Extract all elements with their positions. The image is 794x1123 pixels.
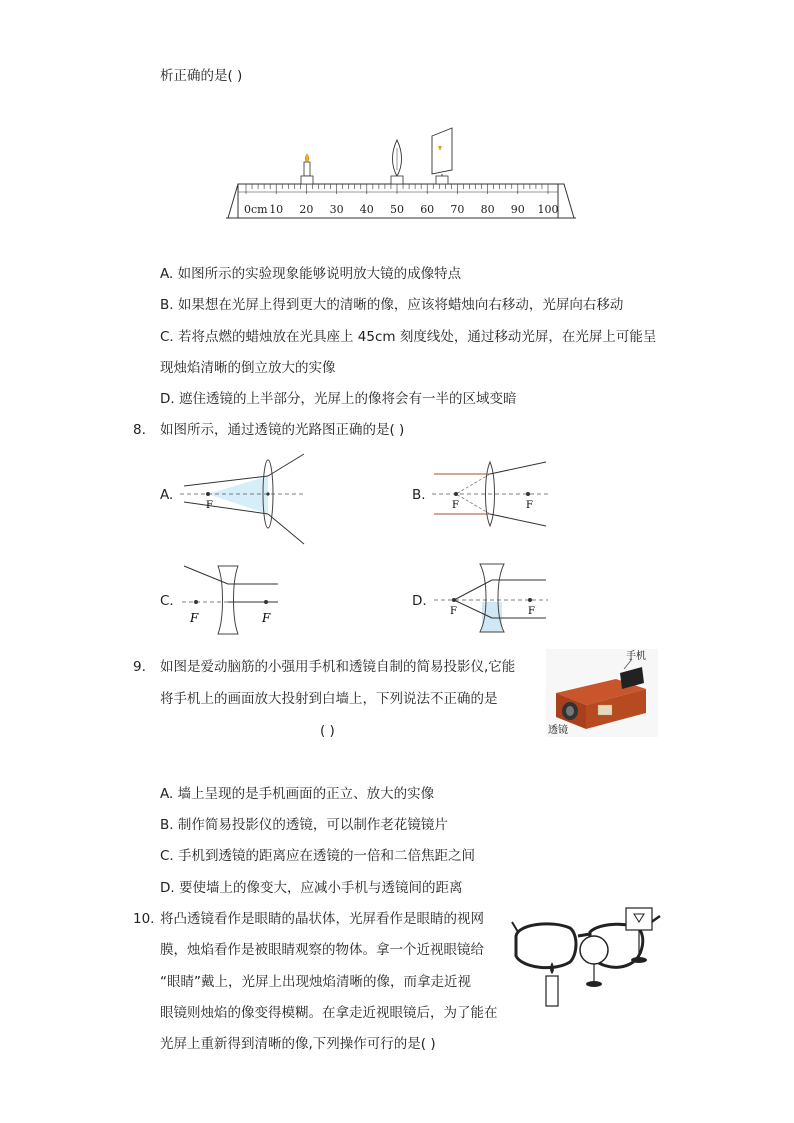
q10-line-5: 光屏上重新得到清晰的像,下列操作可行的是( )	[160, 1036, 436, 1052]
q10-line-1: 将凸透镜看作是眼睛的晶状体，光屏看作是眼睛的视网	[160, 911, 484, 927]
q9-option-c[interactable]: C. 手机到透镜的距离应在透镜的一倍和二倍焦距之间	[160, 848, 476, 864]
q8-diagram-a[interactable]	[180, 448, 310, 546]
q8-diagram-c[interactable]	[182, 564, 282, 636]
q8-stem: 如图所示，通过透镜的光路图正确的是( )	[160, 422, 405, 438]
ruler-tick-label: 50	[390, 203, 404, 216]
q8-option-c-label[interactable]: C.	[160, 593, 174, 609]
q10-number: 10.	[133, 911, 155, 927]
q10-line-3: “眼睛”戴上，光屏上出现烛焰清晰的像，而拿走近视	[160, 974, 471, 990]
q8-option-b-label[interactable]: B.	[412, 487, 426, 503]
candle-icon	[301, 154, 313, 184]
q9-option-d[interactable]: D. 要使墙上的像变大，应减小手机与透镜间的距离	[160, 880, 463, 896]
q7-option-c-cont: 现烛焰清晰的倒立放大的实像	[160, 360, 336, 376]
focus-label-d2: F	[528, 606, 535, 617]
q8-diagram-b[interactable]	[432, 458, 552, 528]
q9-line-1: 如图是爱动脑筋的小强用手机和透镜自制的简易投影仪,它能	[160, 659, 516, 675]
phone-label: 手机	[626, 651, 646, 662]
focus-label-c2: F	[262, 611, 271, 625]
ruler-tick-label: 40	[359, 203, 374, 216]
focus-label-d1: F	[450, 606, 457, 617]
q9-option-a[interactable]: A. 墙上呈现的是手机画面的正立、放大的实像	[160, 786, 435, 802]
ruler-tick-label: 80	[480, 203, 495, 216]
ruler-tick-label: 20	[299, 203, 314, 216]
q9-line-3: ( )	[320, 723, 335, 739]
q7-option-a[interactable]: A. 如图所示的实验现象能够说明放大镜的成像特点	[160, 266, 462, 282]
ruler-tick-label: 100	[537, 203, 559, 216]
ruler-tick-label: 0cm	[244, 203, 268, 216]
q9-option-b[interactable]: B. 制作简易投影仪的透镜，可以制作老花镜镜片	[160, 817, 448, 833]
ruler-tick-label: 70	[450, 203, 465, 216]
q7-stem-tail: 析正确的是( )	[160, 68, 243, 84]
focus-label-a: F	[206, 500, 213, 511]
focus-label-b2: F	[526, 500, 533, 511]
q8-option-d-label[interactable]: D.	[412, 593, 427, 609]
q8-number: 8.	[133, 422, 146, 438]
ruler-tick-label: 10	[269, 203, 284, 216]
q7-option-b[interactable]: B. 如果想在光屏上得到更大的清晰的像，应该将蜡烛向右移动，光屏向右移动	[160, 297, 624, 313]
q9-number: 9.	[133, 659, 146, 675]
q7-option-c[interactable]: C. 若将点燃的蜡烛放在光具座上 45cm 刻度线处，通过移动光屏，在光屏上可能呈	[160, 329, 657, 345]
light-screen-icon	[432, 128, 452, 184]
q9-line-2: 将手机上的画面放大投射到白墙上，下列说法不正确的是	[160, 691, 498, 707]
ruler-tick-label: 90	[510, 203, 525, 216]
focus-label-b1: F	[452, 500, 459, 511]
q10-line-4: 眼镜则烛焰的像变得模糊。在拿走近视眼镜后，为了能在	[160, 1005, 498, 1021]
q10-line-2: 膜，烛焰看作是被眼睛观察的物体。拿一个近视眼镜给	[160, 942, 484, 958]
q8-diagram-d[interactable]	[434, 562, 550, 634]
ruler-tick-label: 60	[420, 203, 435, 216]
q7-option-d[interactable]: D. 遮住透镜的上半部分，光屏上的像将会有一半的区域变暗	[160, 391, 517, 407]
q8-option-a-label[interactable]: A.	[160, 487, 174, 503]
lens-icon	[391, 140, 403, 184]
glasses-experiment-figure	[508, 902, 668, 1012]
projector-photo	[546, 649, 658, 737]
lens-label: 透镜	[548, 725, 568, 736]
focus-label-c1: F	[190, 611, 199, 625]
optical-bench-figure	[220, 120, 580, 230]
ruler-tick-label: 30	[329, 203, 344, 216]
